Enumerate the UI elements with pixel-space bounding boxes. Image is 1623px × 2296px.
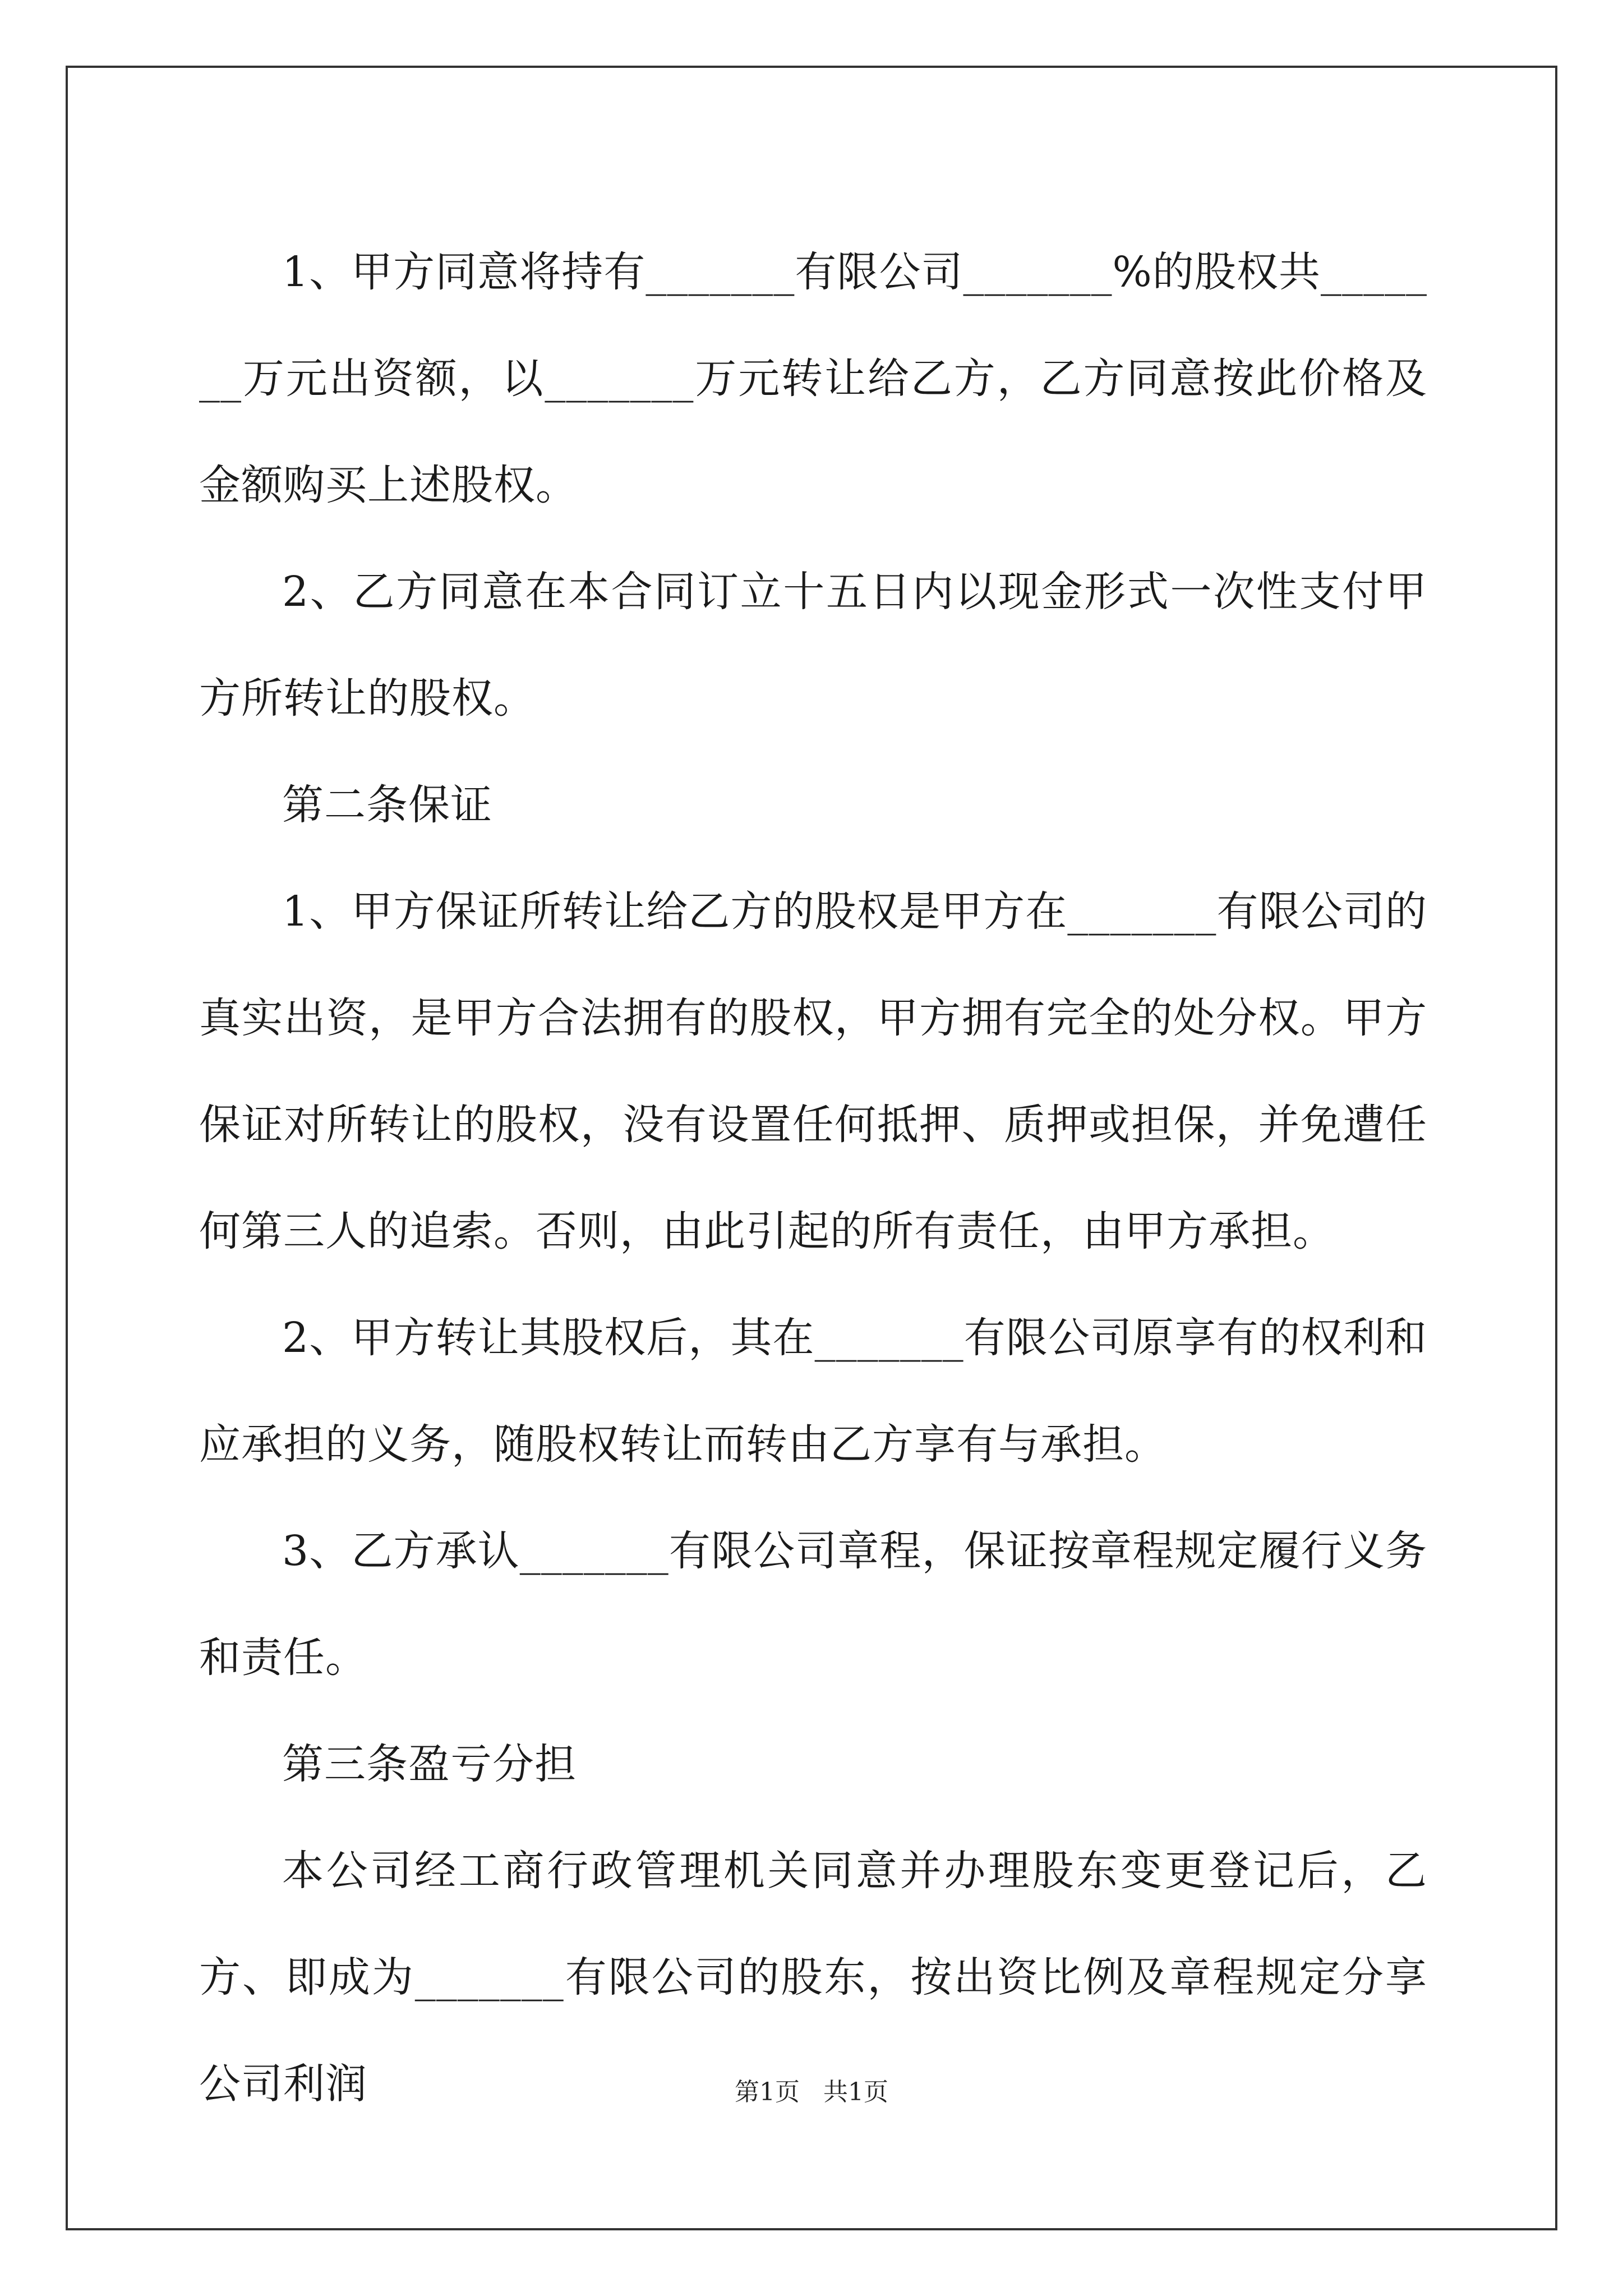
section-heading-profit-loss: 第三条盈亏分担	[282, 1740, 577, 1788]
paragraph-guarantee-3: 3、乙方承认_______有限公司章程，保证按章程规定履行义务和责任。	[199, 1527, 1427, 1682]
document-body	[199, 219, 1427, 2137]
page-number-footer: 第1页 共1页	[735, 2078, 888, 2106]
section-heading-guarantee: 第二条保证	[282, 781, 492, 829]
paragraph-guarantee-2: 2、甲方转让其股权后，其在_______有限公司原享有的权利和应承担的义务，随股权转让而转由乙方享有与承担。	[199, 1314, 1427, 1469]
paragraph-payment: 2、乙方同意在本合同订立十五日内以现金形式一次性支付甲方所转让的股权。	[199, 568, 1427, 723]
paragraph-profit-loss: 本公司经工商行政管理机关同意并办理股东变更登记后，乙方、即成为_______有限公司的股东，按出资比例及章程规定分享公司利润	[199, 1847, 1427, 2108]
paragraph-transfer-shares: 1、甲方同意将持有_______有限公司_______%的股权共_______万元出资额，以_______万元转让给乙方，乙方同意按此价格及金额购买上述股权。	[199, 248, 1427, 509]
paragraph-guarantee-1: 1、甲方保证所转让给乙方的股权是甲方在_______有限公司的真实出资，是甲方合法拥有的股权，甲方拥有完全的处分权。甲方保证对所转让的股权，没有设置任何抵押、质押或担保，并免遭任何第三人的追索。否则，由此引起的所有责任，由甲方承担。	[199, 887, 1427, 1255]
